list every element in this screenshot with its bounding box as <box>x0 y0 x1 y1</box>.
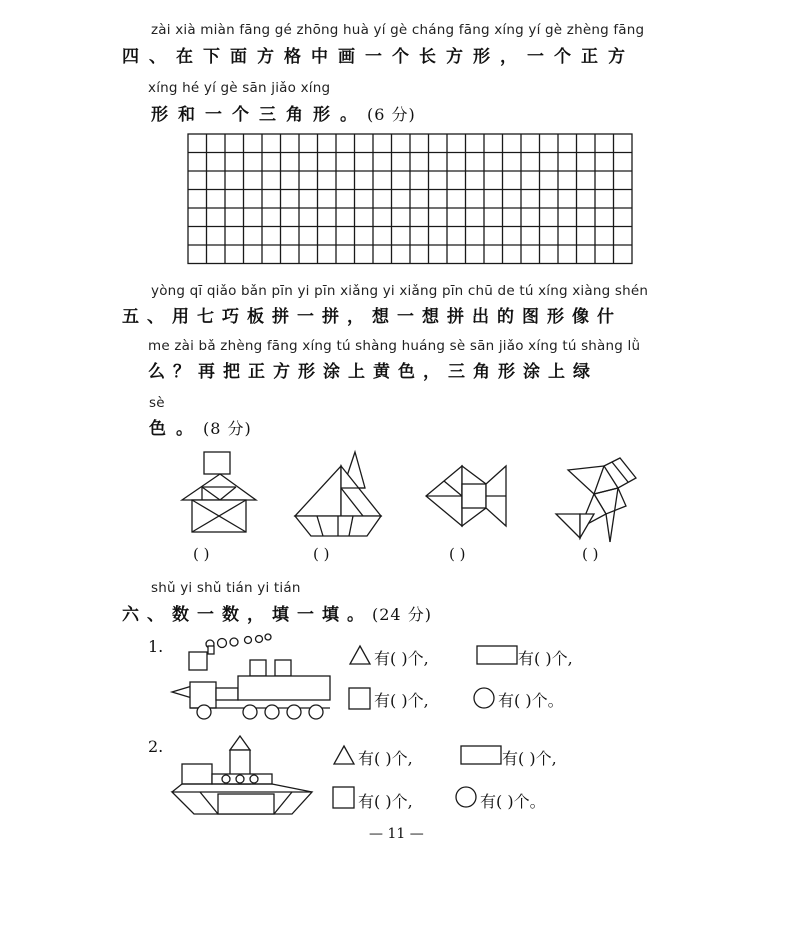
sec5-line-3-text: 色。 <box>149 419 203 439</box>
sec5-line-2 <box>148 357 598 382</box>
q1-rectangle-icon <box>476 644 520 666</box>
q2-rectangle-count[interactable]: 有( )个, <box>502 749 557 768</box>
ship-figure <box>170 734 320 824</box>
q2-circle-count[interactable]: 有( )个。 <box>480 792 546 811</box>
answer-bird[interactable]: ( ) <box>582 545 599 563</box>
tangram-sailboat <box>293 448 383 538</box>
sec6-line-1 <box>122 600 432 625</box>
q1-circle-icon <box>472 686 498 712</box>
sec4-line-1 <box>122 42 635 67</box>
tangram-bird <box>554 456 644 546</box>
answer-sailboat[interactable]: ( ) <box>313 545 330 563</box>
sec5-pinyin-2: me zài bǎ zhèng fāng xíng tú shàng huáng sè sān jiǎo xíng tú shàng lǜ <box>148 338 641 354</box>
q2-circle-icon <box>454 785 480 811</box>
q1-triangle-count[interactable]: 有( )个, <box>374 649 429 668</box>
sec4-line-2-text: 形和一个三角形。 <box>151 105 367 125</box>
q1-circle-count[interactable]: 有( )个。 <box>498 691 564 710</box>
q1-square-icon <box>347 686 373 712</box>
drawing-grid[interactable] <box>188 134 634 264</box>
q2-rectangle-icon <box>460 744 504 766</box>
q2-triangle-icon <box>332 744 356 766</box>
q1-triangle-icon <box>348 644 372 666</box>
sec4-line-1-b: ，一个正方 <box>500 47 635 67</box>
sec6-pinyin-1: shǔ yi shǔ tián yi tián <box>151 580 301 596</box>
q1-number: 1. <box>148 637 164 656</box>
sec5-pinyin-1: yòng qī qiǎo bǎn pīn yi pīn xiǎng yi xiǎng pīn chū de tú xíng xiàng shén <box>151 283 649 299</box>
q1-rectangle-count[interactable]: 有( )个, <box>518 649 573 668</box>
train-figure <box>170 632 340 722</box>
sec5-line-1-b: ，想一想拼出的图形像什 <box>347 307 622 327</box>
sec6-score: (24 分) <box>372 605 432 624</box>
sec4-line-1-a: 四、在下面方格中画一个长方形 <box>122 47 500 67</box>
sec5-line-2-b: ，三角形涂上绿 <box>423 362 598 382</box>
sec5-line-2-a: 么？再把正方形涂上黄色 <box>148 362 423 382</box>
answer-fish[interactable]: ( ) <box>449 545 466 563</box>
sec5-line-3 <box>149 414 252 439</box>
sec5-score: (8 分) <box>203 419 252 438</box>
tangram-house <box>180 448 260 538</box>
sec4-score: (6 分) <box>367 105 416 124</box>
sec6-line-1-text: 六、数一数，填一填。 <box>122 605 372 625</box>
answer-house[interactable]: ( ) <box>193 545 210 563</box>
q2-square-icon <box>331 785 357 811</box>
tangram-fish <box>424 462 514 532</box>
page-number: — 11 — <box>369 826 424 842</box>
sec4-pinyin-1: zài xià miàn fāng gé zhōng huà yí gè cháng fāng xíng yí gè zhèng fāng <box>151 22 645 38</box>
sec5-line-1 <box>122 302 622 327</box>
sec4-pinyin-2: xíng hé yí gè sān jiǎo xíng <box>148 80 331 96</box>
sec4-line-2 <box>151 100 416 125</box>
q1-square-count[interactable]: 有( )个, <box>374 691 429 710</box>
sec5-pinyin-3: sè <box>149 395 165 411</box>
q2-square-count[interactable]: 有( )个, <box>358 792 413 811</box>
sec5-line-1-a: 五、用七巧板拼一拼 <box>122 307 347 327</box>
q2-triangle-count[interactable]: 有( )个, <box>358 749 413 768</box>
q2-number: 2. <box>148 737 164 756</box>
